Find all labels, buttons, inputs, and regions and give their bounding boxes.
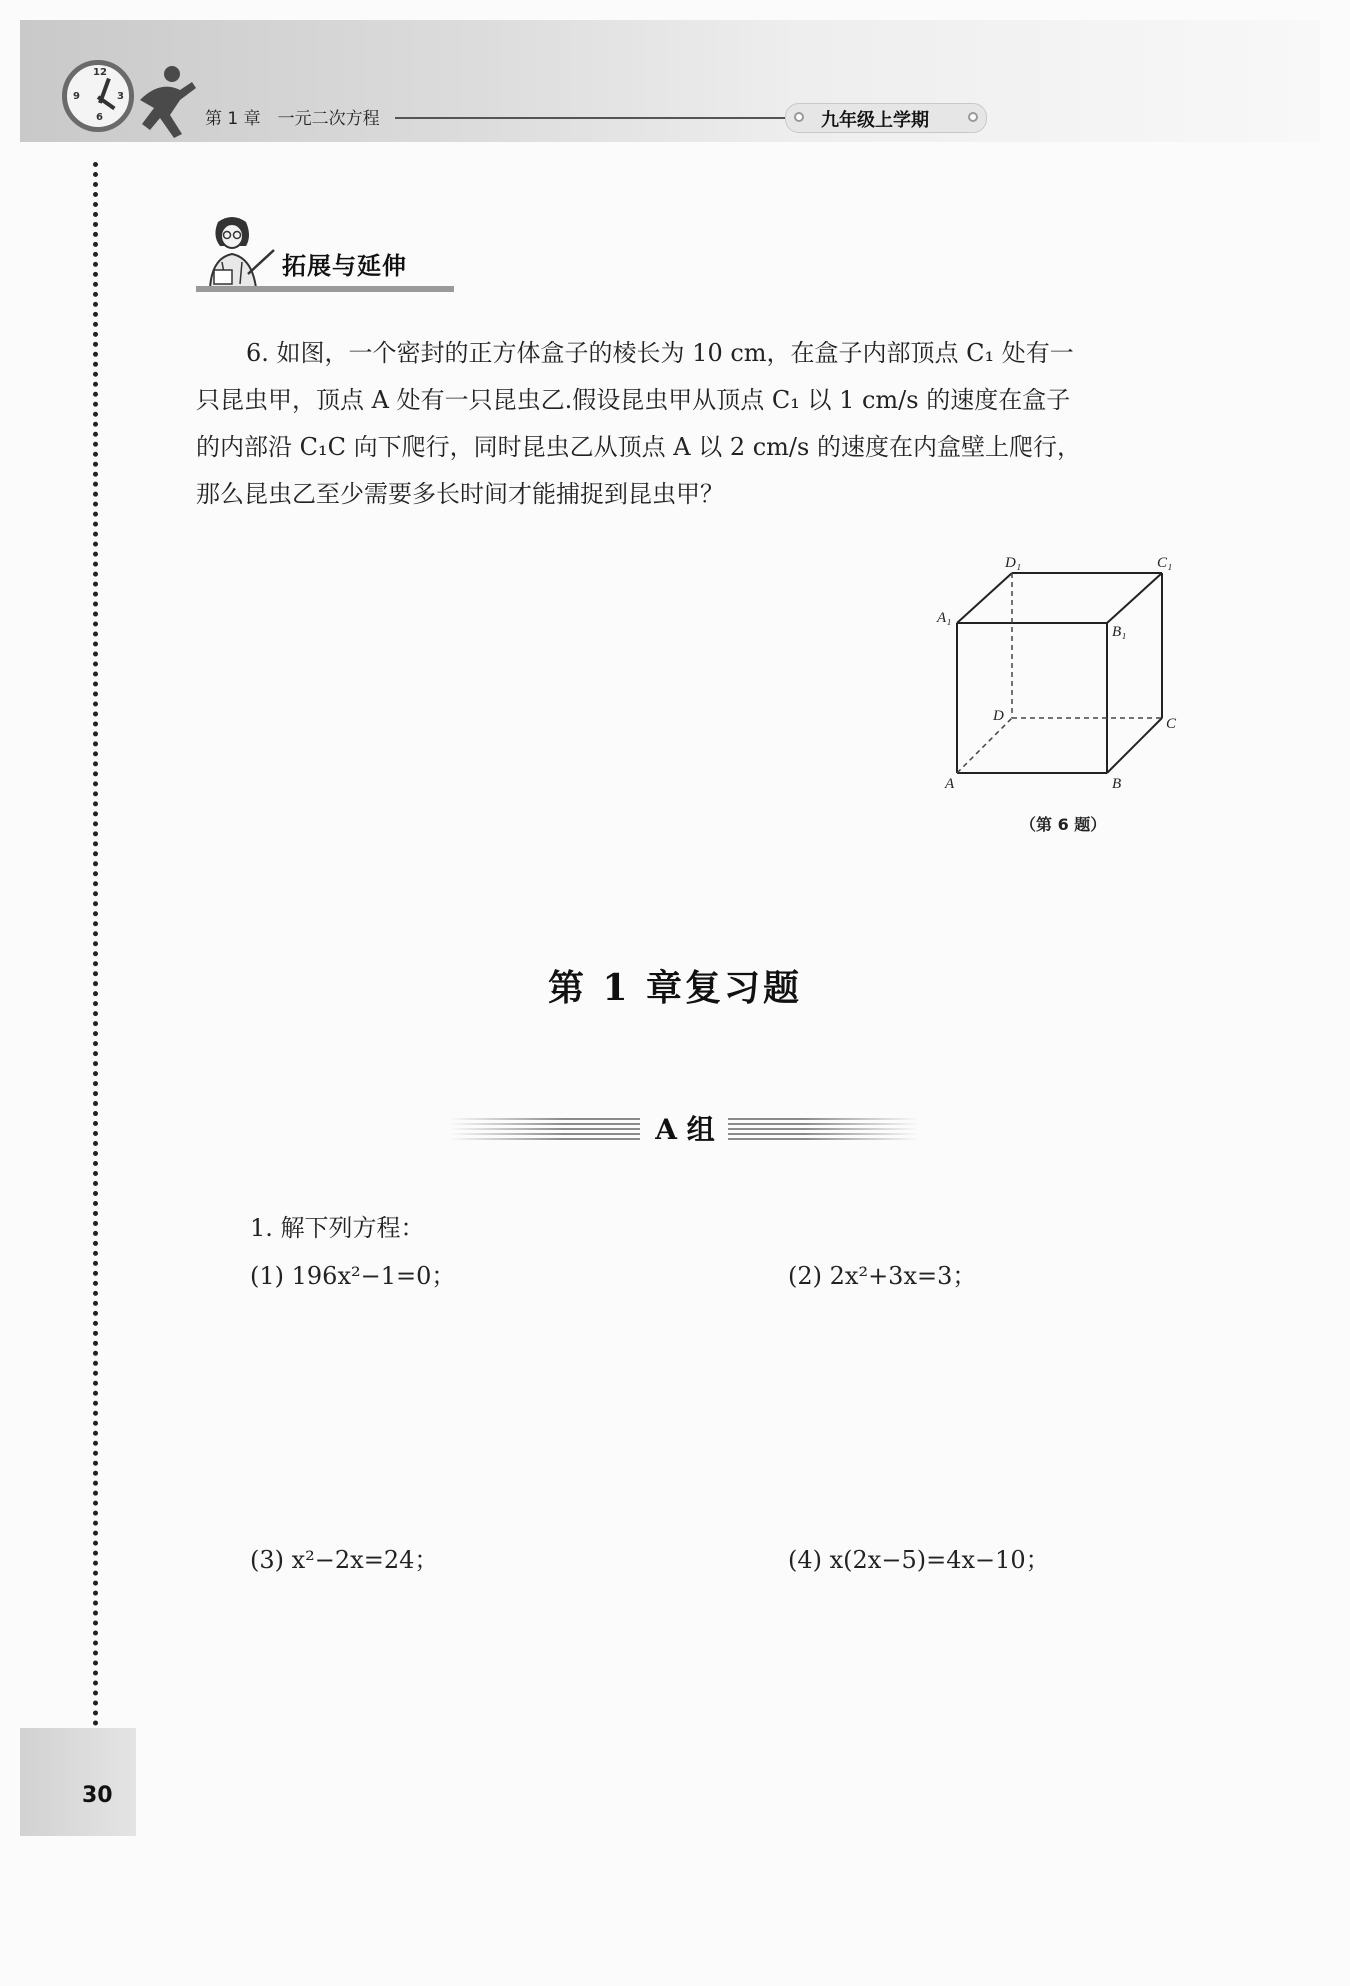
vertex-label-C: C	[1166, 716, 1177, 732]
vertex-label-A: A	[945, 776, 955, 792]
header-rule	[395, 117, 790, 119]
page-number: 30	[82, 1783, 113, 1808]
clock-icon: 12 3 6 9	[62, 60, 134, 132]
equation: 196x²−1=0；	[291, 1262, 456, 1290]
problem-6-line-2: 只昆虫甲，顶点 A 处有一只昆虫乙.假设昆虫甲从顶点 C₁ 以 1 cm/s 的速度在盒子	[196, 386, 1071, 414]
header-term-badge	[785, 103, 987, 133]
review-title: 第 1 章复习题	[547, 967, 803, 1009]
teacher-icon	[196, 214, 276, 292]
vertex-label-D: D	[993, 708, 1004, 724]
section-underline	[196, 286, 454, 292]
vertex-label-B1: B₁	[1112, 624, 1127, 640]
question-1-item-2: (2) 2x²+3x=3；	[788, 1262, 977, 1290]
section-title: 拓展与延伸	[282, 252, 407, 280]
problem-6-line-1: 6. 如图，一个密封的正方体盒子的棱长为 10 cm，在盒子内部顶点 C₁ 处有一	[246, 339, 1074, 367]
vertex-label-C1: C₁	[1157, 555, 1173, 571]
cube-figure	[935, 548, 1190, 798]
page-number-box	[20, 1728, 136, 1836]
group-rule-left	[450, 1118, 640, 1140]
header-chapter: 第 1 章 一元二次方程	[205, 109, 380, 129]
group-rule-right	[728, 1118, 918, 1140]
question-1-item-4: (4) x(2x−5)=4x−10；	[788, 1546, 1050, 1574]
question-1-item-3: (3) x²−2x=24；	[250, 1546, 439, 1574]
vertex-label-A1: A₁	[937, 610, 952, 626]
problem-6-line-4: 那么昆虫乙至少需要多长时间才能捕捉到昆虫甲？	[196, 480, 724, 508]
group-title: A 组	[655, 1113, 715, 1146]
runner-icon	[120, 60, 200, 140]
vertex-label-D1: D₁	[1005, 555, 1022, 571]
equation: x²−2x=24；	[291, 1546, 439, 1574]
figure-caption: （第 6 题）	[1020, 815, 1107, 834]
problem-6-text	[196, 330, 1186, 518]
equation: 2x²+3x=3；	[829, 1262, 977, 1290]
question-1-item-1: (1) 196x²−1=0；	[250, 1262, 456, 1290]
equation: x(2x−5)=4x−10；	[829, 1546, 1050, 1574]
vertex-label-B: B	[1112, 776, 1122, 792]
margin-dots	[93, 162, 98, 1727]
header-term: 九年级上学期	[821, 110, 929, 131]
problem-6-line-3: 的内部沿 C₁C 向下爬行，同时昆虫乙从顶点 A 以 2 cm/s 的速度在内盒壁上爬行，	[196, 433, 1081, 461]
question-1-stem: 1. 解下列方程：	[250, 1214, 425, 1242]
problem-6-number: 6.	[246, 339, 269, 367]
